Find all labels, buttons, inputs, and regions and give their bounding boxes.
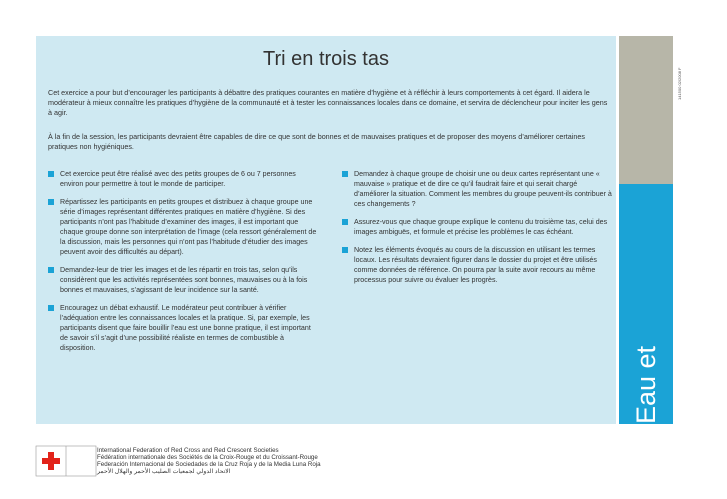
sidebar-grey-block xyxy=(619,36,673,184)
list-item-text: Cet exercice peut être réalisé avec des petits groupes de 6 ou 7 personnes environ pour permettre à tout le monde de participer. xyxy=(60,170,296,188)
footer-line-spanish: Federación Internacional de Sociedades de la Cruz Roja y de la Media Luna Roja xyxy=(97,461,321,468)
list-item xyxy=(342,217,612,237)
left-column xyxy=(48,169,318,361)
list-item xyxy=(48,303,318,353)
list-item xyxy=(342,245,612,285)
bullet-square-icon xyxy=(342,219,348,225)
bullet-square-icon xyxy=(48,171,54,177)
sidebar-blue-block xyxy=(619,184,715,424)
bullet-square-icon xyxy=(342,171,348,177)
list-item-text: Demandez-leur de trier les images et de les répartir en trois tas, selon qu’ils considèrent que les activités représentées sont bonnes, mauvaises ou à la fois bonnes et mauvaises, s’agissant de leur incidence sur la santé. xyxy=(60,266,308,294)
right-column xyxy=(342,169,612,293)
list-item-text: Encouragez un débat exhaustif. Le modérateur peut contribuer à vérifier l’adéquation entre les connaissances locales et la pratique. Si, par exemple, les participants disent que faire bouillir l’eau est une bonne pratique, il est important de savoir s’il s’agit d’une possibilité réaliste en termes de combustible à disposition. xyxy=(60,304,311,352)
bullet-square-icon xyxy=(48,305,54,311)
sidebar-section-label: Eau et assainissement xyxy=(631,237,715,424)
footer-organization-names xyxy=(97,447,427,475)
document-code: 141500 02/2008 F xyxy=(677,67,682,100)
list-item-text: Notez les éléments évoqués au cours de la discussion en utilisant les termes locaux. Les résultats devraient figurer dans le dossier du projet et être utilisés comme données de référence. On pourra par la suite avoir recours au même processus pour suivre ou évaluer les progrès. xyxy=(354,246,597,284)
footer-line-english: International Federation of Red Cross and Red Crescent Societies xyxy=(97,447,279,454)
intro-paragraph-1: Cet exercice a pour but d’encourager les participants à débattre des pratiques courantes en matière d’hygiène et à réfléchir à leurs comportements à cet égard. Il aidera le modérateur à mieux connaître les pratiques d’hygiène de la communauté et à tester les connaissances locales dans ce domaine, et servira de déclencheur pour inciter les gens à agir. xyxy=(48,88,608,117)
list-item xyxy=(48,169,318,189)
list-item-text: Demandez à chaque groupe de choisir une ou deux cartes représentant une « mauvaise » pratique et de dire ce qu’il faudrait faire et qui serait chargé d’améliorer la situation. Comment les membres du groupe peuvent-ils contribuer à ces changements ? xyxy=(354,170,612,208)
list-item xyxy=(48,265,318,295)
page-title: Tri en trois tas xyxy=(263,48,389,70)
footer-line-arabic: الاتحاد الدولي لجمعيات الصليب الأحمر والهلال الأحمر xyxy=(97,468,231,475)
main-content-panel xyxy=(36,36,616,424)
list-item-text: Répartissez les participants en petits groupes et distribuez à chaque groupe une série d’images représentant différentes pratiques en matière d’hygiène. Si des participants n’ont pas l’habitude d’examiner des images, il est important que chaque groupe donne son interprétation de l’image (cela ressort généralement de la discussion, mais les personnes qui n’ont pas l’habitude d’étudier des images peuvent avoir des difficultés au départ). xyxy=(60,198,317,256)
list-item xyxy=(48,197,318,257)
footer-line-french: Fédération internationale des Sociétés de la Croix-Rouge et du Croissant-Rouge xyxy=(97,454,318,461)
list-item xyxy=(342,169,612,209)
bullet-square-icon xyxy=(48,199,54,205)
intro-paragraph-2: À la fin de la session, les participants devraient être capables de dire ce que sont de bonnes et de mauvaises pratiques et de proposer des moyens d’améliorer certaines pratiques non hygiéniques. xyxy=(48,132,585,151)
red-cross-red-crescent-logo xyxy=(36,446,96,476)
list-item-text: Assurez-vous que chaque groupe explique le contenu du troisième tas, celui des images ambiguës, et formule et précise les problèmes le cas échéant. xyxy=(354,218,608,236)
bullet-square-icon xyxy=(342,247,348,253)
bullet-square-icon xyxy=(48,267,54,273)
